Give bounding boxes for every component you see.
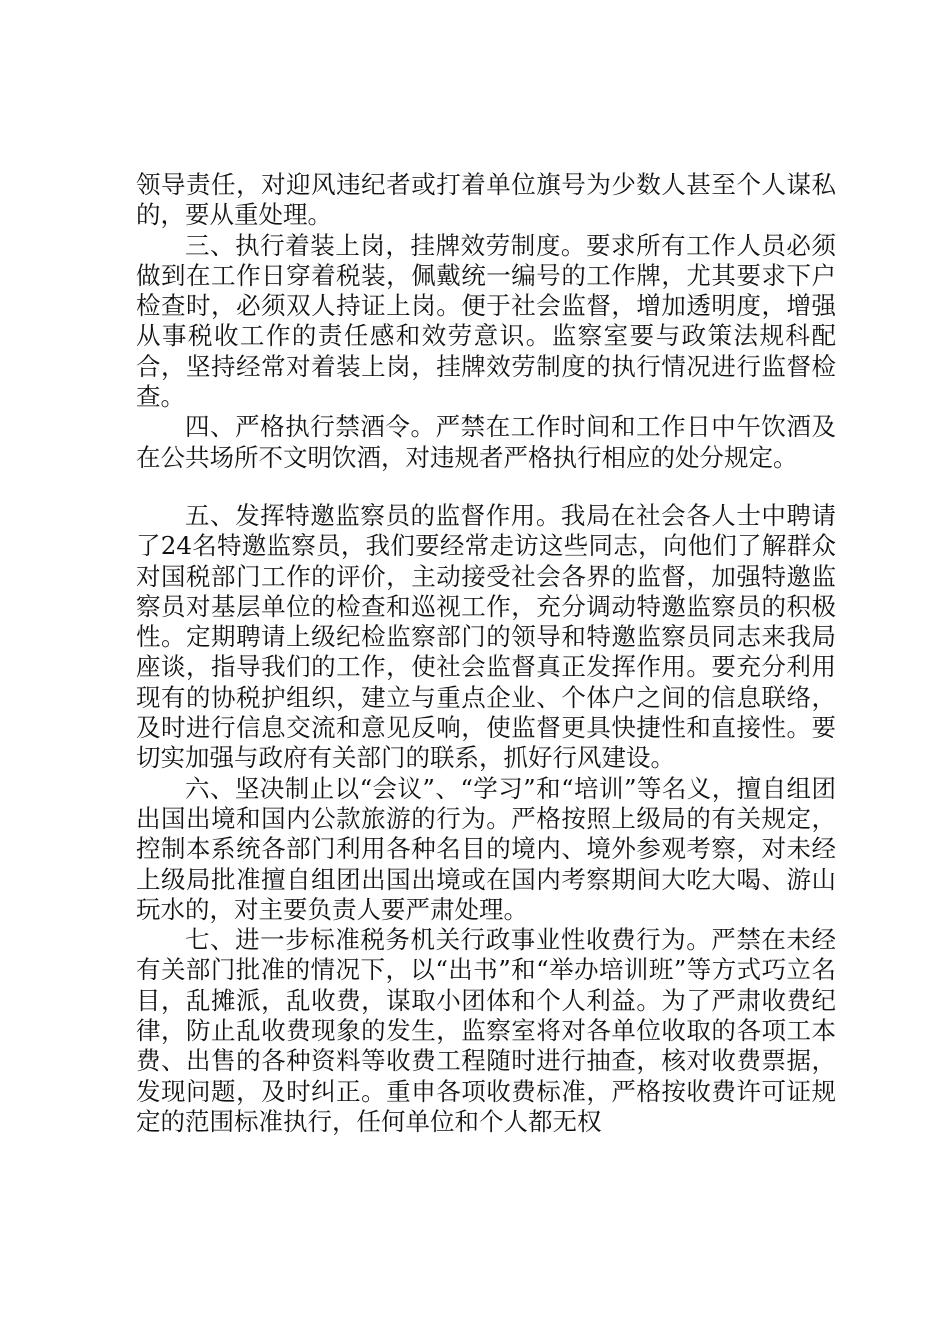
paragraph-section-6: 六、坚决制止以“会议”、“学习”和“培训”等名义，擅自组团出国出境和国内公款旅游的行为。严格按照上级局的有关规定，控制本系统各部门利用各种名目的境内、境外参观考察，对未经上级局批准擅自组团出国出境或在国内考察期间大吃大喝、游山玩水的，对主要负责人要严肃处理。	[136, 773, 836, 924]
paragraph-section-7: 七、进一步标准税务机关行政事业性收费行为。严禁在未经有关部门批准的情况下，以“出书”和“举办培训班”等方式巧立名目，乱摊派，乱收费，谋取小团体和个人利益。为了严肃收费纪律，防止乱收费现象的发生，监察室将对各单位收取的各项工本费、出售的各种资料等收费工程随时进行抽查，核对收费票据，发现问题，及时纠正。重申各项收费标准，严格按收费许可证规定的范围标准执行，任何单位和个人都无权	[136, 925, 836, 1136]
paragraph-section-4: 四、严格执行禁酒令。严禁在工作时间和工作日中午饮酒及在公共场所不文明饮酒，对违规者严格执行相应的处分规定。	[136, 412, 836, 472]
paragraph-continuation: 领导责任，对迎风违纪者或打着单位旗号为少数人甚至个人谋私的，要从重处理。	[136, 170, 836, 230]
paragraph-section-5: 五、发挥特邀监察员的监督作用。我局在社会各人士中聘请了24名特邀监察员，我们要经常走访这些同志，向他们了解群众对国税部门工作的评价，主动接受社会各界的监督，加强特邀监察员对基层单位的检查和巡视工作，充分调动特邀监察员的积极性。定期聘请上级纪检监察部门的领导和特邀监察员同志来我局座谈，指导我们的工作，使社会监督真正发挥作用。要充分利用现有的协税护组织，建立与重点企业、个体户之间的信息联络，及时进行信息交流和意见反响，使监督更具快捷性和直接性。要切实加强与政府有关部门的联系，抓好行风建设。	[136, 500, 836, 773]
document-body	[136, 170, 836, 1137]
paragraph-section-3: 三、执行着装上岗，挂牌效劳制度。要求所有工作人员必须做到在工作日穿着税装，佩戴统一编号的工作牌，尤其要求下户检查时，必须双人持证上岗。便于社会监督，增加透明度，增强从事税收工作的责任感和效劳意识。监察室要与政策法规科配合，坚持经常对着装上岗，挂牌效劳制度的执行情况进行监督检查。	[136, 230, 836, 412]
